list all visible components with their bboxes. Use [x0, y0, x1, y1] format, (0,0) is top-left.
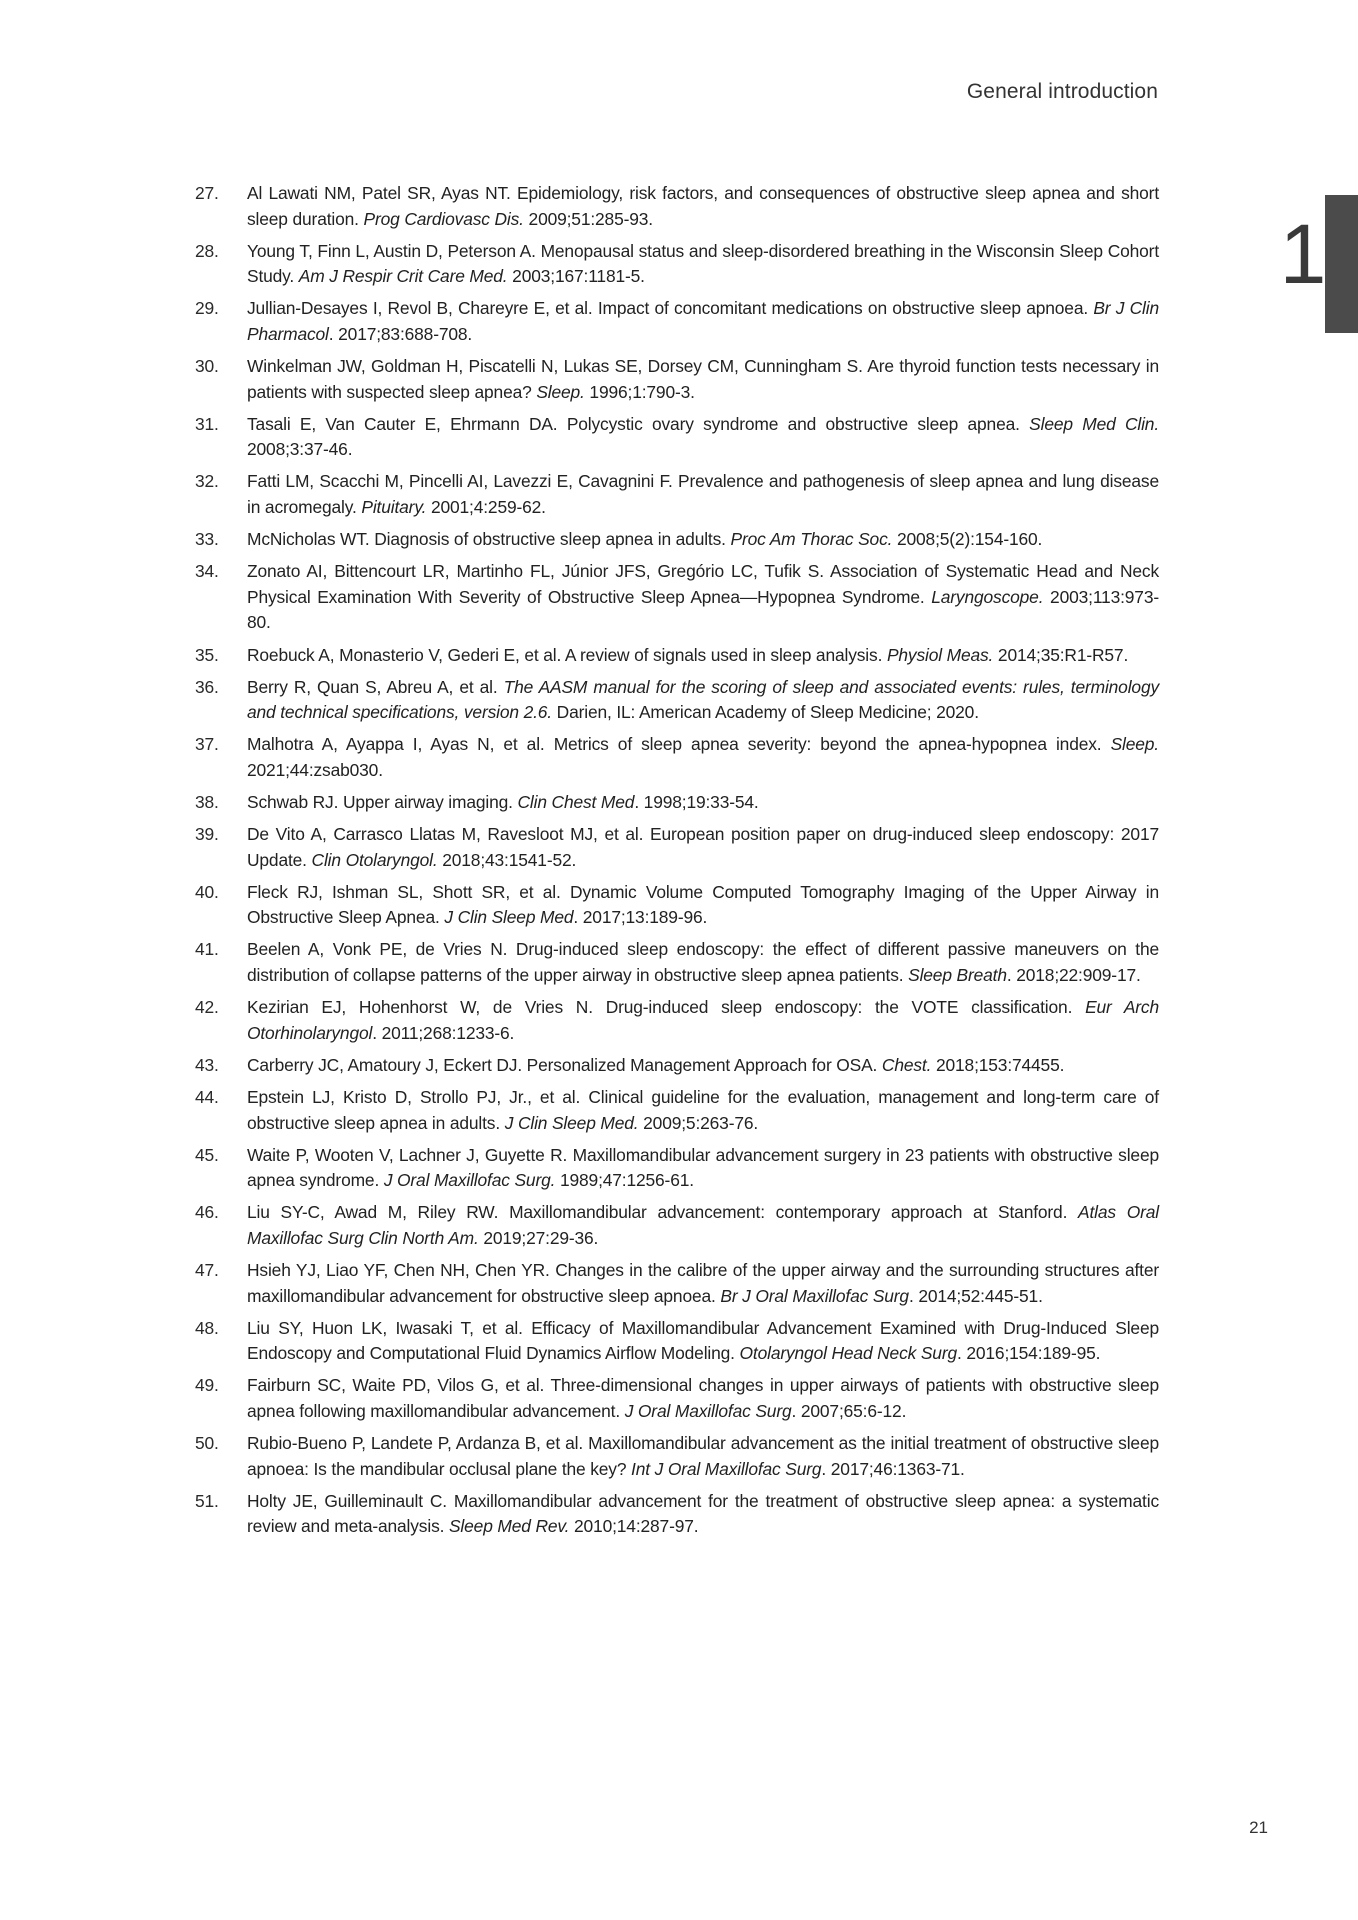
reference-text — [247, 822, 1159, 873]
reference-citation: 2018;43:1541-52. — [437, 849, 577, 870]
reference-citation: 2014;35:R1-R57. — [993, 644, 1129, 665]
reference-item — [195, 1258, 1159, 1309]
reference-journal: Eur Arch Otorhinolaryngol — [247, 997, 1159, 1043]
reference-citation: 2009;5:263-76. — [638, 1112, 759, 1133]
reference-number: 46. — [195, 1202, 219, 1223]
reference-journal: J Oral Maxillofac Surg — [624, 1400, 792, 1421]
reference-item — [195, 732, 1159, 783]
reference-text — [247, 1200, 1159, 1251]
reference-text — [247, 643, 1159, 669]
reference-number: 49. — [195, 1375, 219, 1396]
reference-journal: Proc Am Thorac Soc. — [730, 529, 893, 550]
reference-authors-title: Beelen A, Vonk PE, de Vries N. Drug-induced sleep endoscopy: the effect of different passive maneuvers on the distribution of collapse patterns of the upper airway in obstructive sleep apnea patients. — [247, 939, 1159, 986]
reference-citation: 2008;5(2):154-160. — [892, 529, 1043, 550]
reference-text — [247, 880, 1159, 931]
reference-journal: Sleep Med Clin. — [1029, 413, 1160, 434]
reference-authors-title: Berry R, Quan S, Abreu A, et al. — [247, 676, 504, 697]
reference-number: 31. — [195, 413, 219, 434]
reference-text — [247, 675, 1159, 726]
reference-authors-title: Malhotra A, Ayappa I, Ayas N, et al. Metrics of sleep apnea severity: beyond the apnea-hypopnea index. — [247, 734, 1111, 755]
reference-item — [195, 469, 1159, 520]
reference-number: 44. — [195, 1086, 219, 1107]
reference-text — [247, 559, 1159, 636]
reference-text — [247, 181, 1159, 232]
reference-authors-title: Roebuck A, Monasterio V, Gederi E, et al. A review of signals used in sleep analysis. — [247, 644, 887, 665]
reference-citation: 1989;47:1256-61. — [555, 1170, 694, 1191]
reference-journal: Chest. — [881, 1054, 932, 1075]
reference-number: 38. — [195, 791, 219, 812]
reference-item — [195, 1200, 1159, 1251]
reference-citation: 2018;153:74455. — [931, 1054, 1065, 1075]
reference-journal: Prog Cardiovasc Dis. — [363, 208, 524, 229]
reference-citation: 2001;4:259-62. — [426, 497, 546, 518]
reference-text — [247, 1489, 1159, 1540]
reference-journal: Otolaryngol Head Neck Surg — [739, 1343, 957, 1364]
reference-citation: . 2014;52:445-51. — [908, 1285, 1043, 1306]
reference-list — [195, 181, 1159, 1546]
reference-authors-title: Waite P, Wooten V, Lachner J, Guyette R. Maxillomandibular advancement surgery in 23 patients with obstructive sleep apnea syndrome. — [247, 1144, 1159, 1191]
reference-item — [195, 1373, 1159, 1424]
reference-item — [195, 1053, 1159, 1079]
reference-number: 43. — [195, 1054, 219, 1075]
reference-number: 35. — [195, 644, 219, 665]
reference-journal: Am J Respir Crit Care Med. — [298, 266, 508, 287]
reference-journal: Sleep. — [536, 381, 585, 402]
reference-text — [247, 412, 1159, 463]
reference-journal: Br J Oral Maxillofac Surg — [720, 1285, 909, 1306]
reference-authors-title: Holty JE, Guilleminault C. Maxillomandibular advancement for the treatment of obstructive sleep apnea: a systematic review and meta-analysis. — [247, 1490, 1159, 1537]
reference-item — [195, 296, 1159, 347]
reference-text — [247, 239, 1159, 290]
reference-item — [195, 937, 1159, 988]
reference-text — [247, 1258, 1159, 1309]
reference-authors-title: Hsieh YJ, Liao YF, Chen NH, Chen YR. Changes in the calibre of the upper airway and the surrounding structures after maxillomandibular advancement for obstructive sleep apnoea. — [247, 1259, 1159, 1306]
reference-number: 42. — [195, 997, 219, 1018]
reference-authors-title: Winkelman JW, Goldman H, Piscatelli N, Lukas SE, Dorsey CM, Cunningham S. Are thyroid function tests necessary in patients with suspected sleep apnea? — [247, 356, 1159, 402]
reference-item — [195, 1143, 1159, 1194]
reference-journal: The AASM manual for the scoring of sleep and associated events: rules, terminology and technical specifications, version 2.6. — [247, 676, 1160, 723]
reference-text — [247, 1316, 1159, 1367]
reference-citation: 1996;1:790-3. — [584, 381, 695, 402]
reference-number: 33. — [195, 529, 219, 550]
reference-journal: Physiol Meas. — [886, 644, 994, 665]
reference-journal: Atlas Oral Maxillofac Surg Clin North Am. — [247, 1202, 1159, 1248]
reference-number: 29. — [195, 298, 219, 319]
chapter-tab — [1325, 195, 1358, 333]
reference-citation: 2003;113:973-80. — [247, 586, 1159, 633]
reference-text — [247, 1085, 1159, 1136]
reference-journal: Sleep Med Rev. — [448, 1516, 570, 1537]
chapter-number: 1 — [1279, 207, 1327, 301]
reference-authors-title: Jullian-Desayes I, Revol B, Chareyre E, et al. Impact of concomitant medications on obstructive sleep apnoea. — [247, 298, 1094, 319]
reference-authors-title: Al Lawati NM, Patel SR, Ayas NT. Epidemiology, risk factors, and consequences of obstructive sleep apnea and short sleep duration. — [247, 183, 1159, 229]
reference-citation: 2021;44:zsab030. — [247, 759, 383, 780]
reference-item — [195, 790, 1159, 816]
reference-item — [195, 559, 1159, 636]
reference-authors-title: Epstein LJ, Kristo D, Strollo PJ, Jr., et al. Clinical guideline for the evaluation, management and long-term care of obstructive sleep apnea in adults. — [247, 1086, 1159, 1133]
reference-item — [195, 239, 1159, 290]
reference-number: 30. — [195, 356, 219, 377]
reference-citation: . 2017;13:189-96. — [573, 907, 708, 928]
reference-journal: Sleep Breath — [908, 965, 1007, 986]
reference-item — [195, 1316, 1159, 1367]
reference-text — [247, 354, 1159, 405]
reference-item — [195, 1431, 1159, 1482]
reference-number: 32. — [195, 471, 219, 492]
page-number: 21 — [1249, 1818, 1268, 1837]
reference-citation: 2010;14:287-97. — [569, 1516, 699, 1537]
reference-authors-title: McNicholas WT. Diagnosis of obstructive sleep apnea in adults. — [247, 529, 731, 550]
reference-item — [195, 1085, 1159, 1136]
reference-text — [247, 937, 1159, 988]
reference-text — [247, 732, 1159, 783]
reference-citation: . 2017;46:1363-71. — [821, 1458, 965, 1479]
reference-item — [195, 354, 1159, 405]
reference-number: 27. — [195, 183, 219, 203]
reference-number: 47. — [195, 1259, 219, 1280]
reference-journal: Br J Clin Pharmacol — [247, 298, 1160, 344]
reference-authors-title: Young T, Finn L, Austin D, Peterson A. Menopausal status and sleep-disordered breathing in the Wisconsin Sleep Cohort Study. — [247, 240, 1159, 287]
reference-authors-title: Rubio-Bueno P, Landete P, Ardanza B, et al. Maxillomandibular advancement as the initial treatment of obstructive sleep apnoea: Is the mandibular occlusal plane the key? — [247, 1433, 1159, 1479]
reference-text — [247, 1143, 1159, 1194]
reference-authors-title: Schwab RJ. Upper airway imaging. — [247, 791, 518, 812]
reference-item — [195, 527, 1159, 553]
reference-number: 40. — [195, 881, 219, 902]
reference-number: 36. — [195, 676, 219, 697]
reference-citation: 2009;51:285-93. — [523, 208, 653, 229]
reference-number: 41. — [195, 939, 219, 960]
reference-text — [247, 527, 1159, 553]
reference-number: 50. — [195, 1433, 219, 1454]
reference-journal: Int J Oral Maxillofac Surg — [631, 1458, 822, 1479]
reference-authors-title: Tasali E, Van Cauter E, Ehrmann DA. Polycystic ovary syndrome and obstructive sleep apnea. — [247, 413, 1030, 434]
reference-text — [247, 790, 1159, 816]
reference-authors-title: Fleck RJ, Ishman SL, Shott SR, et al. Dynamic Volume Computed Tomography Imaging of the Upper Airway in Obstructive Sleep Apnea. — [247, 881, 1159, 928]
reference-authors-title: Kezirian EJ, Hohenhorst W, de Vries N. Drug-induced sleep endoscopy: the VOTE classification. — [247, 997, 1086, 1018]
reference-number: 34. — [195, 561, 219, 582]
reference-text — [247, 469, 1159, 520]
reference-citation: . 2011;268:1233-6. — [372, 1022, 515, 1043]
reference-citation: . 2018;22:909-17. — [1006, 965, 1141, 986]
reference-number: 28. — [195, 240, 219, 261]
reference-citation: 2008;3:37-46. — [247, 439, 353, 460]
reference-number: 45. — [195, 1144, 219, 1165]
reference-citation: Darien, IL: American Academy of Sleep Medicine; 2020. — [551, 702, 979, 723]
reference-item — [195, 1489, 1159, 1540]
reference-journal: Clin Chest Med — [517, 791, 635, 812]
reference-text — [247, 1431, 1159, 1482]
reference-citation: 2003;167:1181-5. — [507, 266, 645, 287]
reference-journal: J Clin Sleep Med. — [504, 1112, 639, 1133]
reference-journal: Clin Otolaryngol. — [311, 849, 438, 870]
reference-number: 51. — [195, 1490, 219, 1511]
reference-item — [195, 643, 1159, 669]
reference-number: 39. — [195, 824, 219, 845]
reference-journal: Sleep. — [1110, 734, 1159, 755]
reference-journal: Laryngoscope. — [931, 586, 1044, 607]
reference-number: 37. — [195, 734, 219, 755]
reference-authors-title: Liu SY-C, Awad M, Riley RW. Maxillomandibular advancement: contemporary approach at Stanford. — [247, 1202, 1079, 1223]
reference-text — [247, 1053, 1159, 1079]
reference-citation: 2019;27:29-36. — [478, 1227, 599, 1248]
reference-authors-title: Zonato AI, Bittencourt LR, Martinho FL, Júnior JFS, Gregório LC, Tufik S. Association of Systematic Head and Neck Physical Examination With Severity of Obstructive Sleep Apnea—Hypopnea Syndrome. — [247, 561, 1159, 607]
reference-citation: . 2007;65:6-12. — [791, 1400, 907, 1421]
reference-citation: . 1998;19:33-54. — [634, 791, 759, 812]
reference-authors-title: De Vito A, Carrasco Llatas M, Ravesloot MJ, et al. European position paper on drug-induced sleep endoscopy: 2017 Update. — [247, 824, 1159, 870]
reference-item — [195, 995, 1159, 1046]
reference-item — [195, 675, 1159, 726]
reference-item — [195, 822, 1159, 873]
reference-authors-title: Carberry JC, Amatoury J, Eckert DJ. Personalized Management Approach for OSA. — [247, 1054, 882, 1075]
reference-text — [247, 995, 1159, 1046]
reference-authors-title: Fairburn SC, Waite PD, Vilos G, et al. Three-dimensional changes in upper airways of patients with obstructive sleep apnea following maxillomandibular advancement. — [247, 1375, 1159, 1421]
reference-text — [247, 296, 1159, 347]
reference-authors-title: Liu SY, Huon LK, Iwasaki T, et al. Efficacy of Maxillomandibular Advancement Examined with Drug-Induced Sleep Endoscopy and Computational Fluid Dynamics Airflow Modeling. — [247, 1317, 1159, 1364]
reference-item — [195, 880, 1159, 931]
reference-journal: J Oral Maxillofac Surg. — [383, 1170, 556, 1191]
reference-item — [195, 412, 1159, 463]
reference-citation: . 2016;154:189-95. — [957, 1343, 1101, 1364]
reference-number: 48. — [195, 1317, 219, 1338]
reference-item — [195, 181, 1159, 232]
reference-journal: J Clin Sleep Med — [444, 907, 574, 928]
running-header-title: General introduction — [966, 80, 1158, 103]
reference-citation: . 2017;83:688-708. — [328, 323, 473, 344]
reference-authors-title: Fatti LM, Scacchi M, Pincelli AI, Lavezzi E, Cavagnini F. Prevalence and pathogenesis of sleep apnea and lung disease in acromegaly. — [247, 471, 1159, 518]
reference-text — [247, 1373, 1159, 1424]
reference-journal: Pituitary. — [361, 497, 427, 518]
